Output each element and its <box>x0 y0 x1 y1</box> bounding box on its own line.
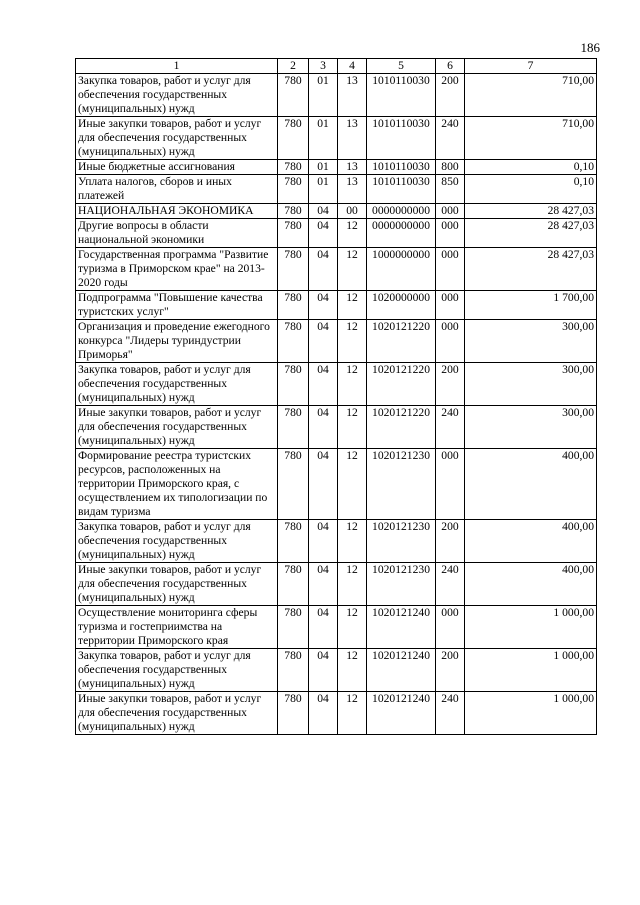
row-amount: 0,10 <box>465 160 597 175</box>
row-col-6: 240 <box>436 117 465 160</box>
row-col-5: 1020121220 <box>367 406 436 449</box>
row-amount: 300,00 <box>465 320 597 363</box>
row-amount: 710,00 <box>465 74 597 117</box>
row-col-3: 01 <box>309 74 338 117</box>
row-name: Уплата налогов, сборов и иных платежей <box>76 175 278 204</box>
row-name: Закупка товаров, работ и услуг для обеспечения государственных (муниципальных) нужд <box>76 520 278 563</box>
row-col-6: 200 <box>436 520 465 563</box>
row-amount: 400,00 <box>465 520 597 563</box>
row-col-2: 780 <box>278 606 309 649</box>
row-col-3: 04 <box>309 248 338 291</box>
row-col-4: 13 <box>338 117 367 160</box>
row-name: Закупка товаров, работ и услуг для обеспечения государственных (муниципальных) нужд <box>76 649 278 692</box>
row-col-4: 12 <box>338 606 367 649</box>
row-col-5: 1020121240 <box>367 606 436 649</box>
header-col-6: 6 <box>436 59 465 74</box>
row-col-4: 12 <box>338 520 367 563</box>
table-row <box>76 649 597 692</box>
row-amount: 28 427,03 <box>465 219 597 248</box>
row-name: Иные закупки товаров, работ и услуг для обеспечения государственных (муниципальных) нужд <box>76 692 278 735</box>
row-name: Закупка товаров, работ и услуг для обеспечения государственных (муниципальных) нужд <box>76 363 278 406</box>
row-col-2: 780 <box>278 563 309 606</box>
row-col-5: 1020121230 <box>367 563 436 606</box>
row-name: Формирование реестра туристских ресурсов, расположенных на территории Приморского края, с осуществлением их типологизации по видам туризма <box>76 449 278 520</box>
row-col-2: 780 <box>278 204 309 219</box>
row-col-6: 000 <box>436 248 465 291</box>
header-col-5: 5 <box>367 59 436 74</box>
row-col-6: 800 <box>436 160 465 175</box>
row-col-4: 12 <box>338 406 367 449</box>
row-col-5: 1010110030 <box>367 74 436 117</box>
row-col-5: 0000000000 <box>367 219 436 248</box>
table-row <box>76 692 597 735</box>
row-name: Иные закупки товаров, работ и услуг для обеспечения государственных (муниципальных) нужд <box>76 563 278 606</box>
row-col-4: 12 <box>338 563 367 606</box>
row-col-2: 780 <box>278 449 309 520</box>
row-col-6: 850 <box>436 175 465 204</box>
table-row <box>76 320 597 363</box>
row-col-2: 780 <box>278 117 309 160</box>
row-col-4: 12 <box>338 649 367 692</box>
row-col-3: 04 <box>309 320 338 363</box>
header-col-7: 7 <box>465 59 597 74</box>
header-row <box>76 59 597 74</box>
table-row <box>76 74 597 117</box>
row-col-5: 1020121230 <box>367 520 436 563</box>
row-col-5: 1020121240 <box>367 692 436 735</box>
row-col-2: 780 <box>278 520 309 563</box>
row-col-6: 000 <box>436 449 465 520</box>
table-row <box>76 406 597 449</box>
row-col-5: 1010110030 <box>367 160 436 175</box>
row-col-2: 780 <box>278 363 309 406</box>
row-col-5: 1020000000 <box>367 291 436 320</box>
page-number: 186 <box>580 40 600 55</box>
row-col-3: 04 <box>309 606 338 649</box>
row-col-6: 240 <box>436 563 465 606</box>
row-name: Государственная программа "Развитие туризма в Приморском крае" на 2013-2020 годы <box>76 248 278 291</box>
row-name: Организация и проведение ежегодного конкурса "Лидеры туриндустрии Приморья" <box>76 320 278 363</box>
row-name: НАЦИОНАЛЬНАЯ ЭКОНОМИКА <box>76 204 278 219</box>
row-col-4: 13 <box>338 175 367 204</box>
row-name: Другие вопросы в области национальной экономики <box>76 219 278 248</box>
row-col-4: 12 <box>338 449 367 520</box>
row-col-6: 200 <box>436 363 465 406</box>
row-col-3: 04 <box>309 563 338 606</box>
row-amount: 710,00 <box>465 117 597 160</box>
row-amount: 1 000,00 <box>465 692 597 735</box>
row-col-5: 1010110030 <box>367 117 436 160</box>
header-col-1: 1 <box>76 59 278 74</box>
row-col-3: 04 <box>309 520 338 563</box>
row-col-6: 000 <box>436 219 465 248</box>
row-col-6: 000 <box>436 606 465 649</box>
row-col-6: 000 <box>436 291 465 320</box>
table-row <box>76 563 597 606</box>
row-amount: 300,00 <box>465 363 597 406</box>
row-col-3: 04 <box>309 449 338 520</box>
row-col-3: 04 <box>309 692 338 735</box>
row-col-6: 240 <box>436 692 465 735</box>
row-col-5: 1020121240 <box>367 649 436 692</box>
row-col-6: 000 <box>436 204 465 219</box>
row-col-3: 01 <box>309 117 338 160</box>
row-col-2: 780 <box>278 406 309 449</box>
row-col-3: 04 <box>309 219 338 248</box>
row-col-3: 01 <box>309 160 338 175</box>
row-name: Иные закупки товаров, работ и услуг для обеспечения государственных (муниципальных) нужд <box>76 406 278 449</box>
row-col-4: 00 <box>338 204 367 219</box>
row-col-3: 04 <box>309 291 338 320</box>
row-col-6: 000 <box>436 320 465 363</box>
row-col-5: 1020121220 <box>367 363 436 406</box>
table-row <box>76 204 597 219</box>
table-row <box>76 606 597 649</box>
row-amount: 28 427,03 <box>465 204 597 219</box>
budget-table <box>75 58 597 735</box>
row-col-3: 01 <box>309 175 338 204</box>
table-row <box>76 219 597 248</box>
row-col-4: 12 <box>338 320 367 363</box>
row-amount: 1 000,00 <box>465 649 597 692</box>
row-name: Иные закупки товаров, работ и услуг для обеспечения государственных (муниципальных) нужд <box>76 117 278 160</box>
row-name: Закупка товаров, работ и услуг для обеспечения государственных (муниципальных) нужд <box>76 74 278 117</box>
row-amount: 28 427,03 <box>465 248 597 291</box>
row-col-3: 04 <box>309 649 338 692</box>
row-name: Иные бюджетные ассигнования <box>76 160 278 175</box>
row-col-4: 13 <box>338 74 367 117</box>
row-col-4: 12 <box>338 219 367 248</box>
row-amount: 300,00 <box>465 406 597 449</box>
header-col-4: 4 <box>338 59 367 74</box>
row-col-2: 780 <box>278 175 309 204</box>
row-col-3: 04 <box>309 363 338 406</box>
row-col-6: 240 <box>436 406 465 449</box>
row-col-2: 780 <box>278 291 309 320</box>
row-name: Подпрограмма "Повышение качества туристских услуг" <box>76 291 278 320</box>
row-col-5: 1000000000 <box>367 248 436 291</box>
row-col-6: 200 <box>436 649 465 692</box>
row-col-4: 13 <box>338 160 367 175</box>
table-row <box>76 248 597 291</box>
row-col-3: 04 <box>309 406 338 449</box>
table-row <box>76 291 597 320</box>
row-col-2: 780 <box>278 320 309 363</box>
row-col-5: 0000000000 <box>367 204 436 219</box>
header-col-2: 2 <box>278 59 309 74</box>
row-col-2: 780 <box>278 160 309 175</box>
row-amount: 400,00 <box>465 449 597 520</box>
row-col-2: 780 <box>278 219 309 248</box>
row-col-2: 780 <box>278 248 309 291</box>
table-row <box>76 363 597 406</box>
row-col-4: 12 <box>338 692 367 735</box>
table-row <box>76 175 597 204</box>
row-amount: 0,10 <box>465 175 597 204</box>
row-amount: 400,00 <box>465 563 597 606</box>
table-row <box>76 520 597 563</box>
row-col-5: 1020121220 <box>367 320 436 363</box>
table-header <box>76 59 597 74</box>
row-col-4: 12 <box>338 291 367 320</box>
row-col-2: 780 <box>278 692 309 735</box>
table-row <box>76 160 597 175</box>
row-col-4: 12 <box>338 363 367 406</box>
table-row <box>76 449 597 520</box>
row-col-5: 1020121230 <box>367 449 436 520</box>
row-amount: 1 700,00 <box>465 291 597 320</box>
table-body <box>76 74 597 735</box>
table-row <box>76 117 597 160</box>
row-name: Осуществление мониторинга сферы туризма и гостеприимства на территории Приморского края <box>76 606 278 649</box>
row-col-3: 04 <box>309 204 338 219</box>
row-col-6: 200 <box>436 74 465 117</box>
row-col-5: 1010110030 <box>367 175 436 204</box>
row-amount: 1 000,00 <box>465 606 597 649</box>
row-col-2: 780 <box>278 649 309 692</box>
header-col-3: 3 <box>309 59 338 74</box>
row-col-4: 12 <box>338 248 367 291</box>
row-col-2: 780 <box>278 74 309 117</box>
